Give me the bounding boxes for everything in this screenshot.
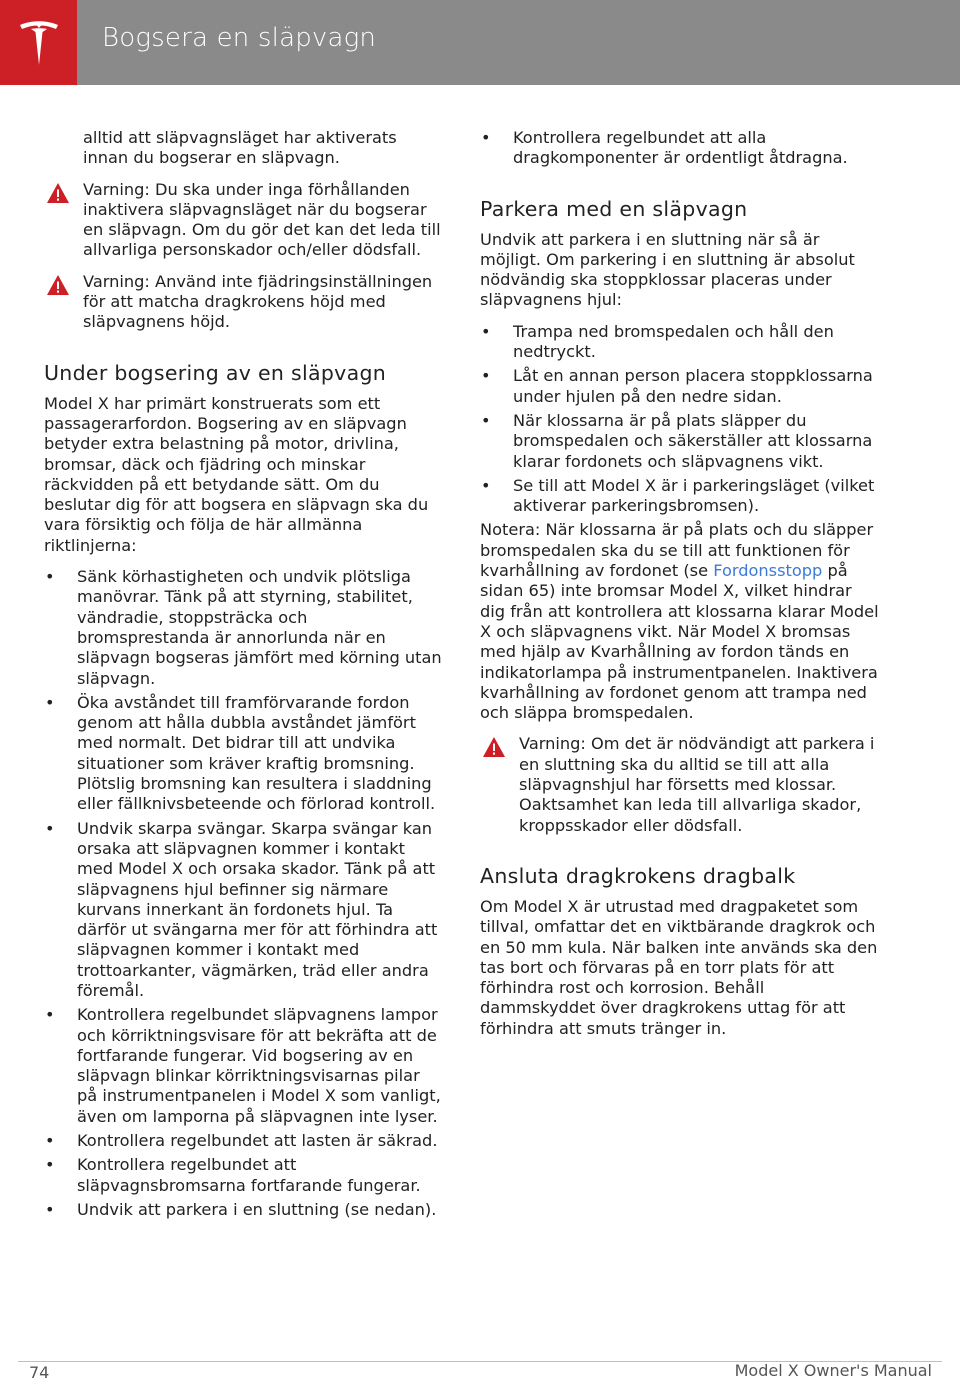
list-item: • Kontrollera regelbundet att släpvagnsbromsarna fortfarande fungerar. (44, 1155, 444, 1196)
page-title: Bogsera en släpvagn (102, 23, 377, 53)
section-paragraph: Om Model X är utrustad med dragpaketet som tillval, omfattar det en viktbärande dragkrok och en 50 mm kula. När balken inte används ska den tas bort och förvaras på en torr plats för att förhindra rost och korrosion. Behåll dammskyddet över dragkrokens uttag för att förhindra att smuts tränger in. (480, 896, 878, 1038)
warning-text: Varning: Använd inte fjädringsinställningen för att matcha dragkrokens höjd med släpvagnens höjd. (83, 271, 433, 332)
intro-text: alltid att släpvagnsläget har aktiverats innan du bogserar en släpvagn. (83, 128, 397, 168)
continued-list (480, 128, 880, 169)
warning-block (44, 272, 444, 333)
note-text: på sidan 65) inte bromsar Model X, vilket hindrar dig från att kontrollera att klossarna klarar Model X och släpvagnens vikt. När Model X bromsas med hjälp av Kvarhållning av fordon tänds en indikatorlampa på instrumentpanelen. Inaktivera kvarhållning av fordonet genom att trampa ned och släppa bromspedalen. (480, 561, 879, 723)
list-item: • Trampa ned bromspedalen och håll den nedtryckt. (480, 322, 880, 363)
right-column (480, 128, 880, 1050)
warning-icon (482, 736, 506, 758)
list-item: • Öka avståndet till framförvarande fordon genom att hålla dubbla avståndet jämfört med normalt. Det bidrar till att undvika situationer som kräver kraftig bromsning. Plötslig bromsning kan resultera i sladdning eller fällknivsbeteende och förlorad kontroll. (44, 693, 444, 815)
section-paragraph: Undvik att parkera i en sluttning när så är möjligt. Om parkering i en sluttning är absolut nödvändig ska stoppklossar placeras under släpvagnens hjul: (480, 229, 855, 310)
left-column (44, 128, 444, 1224)
fordonsstopp-link[interactable]: Fordonsstopp (713, 561, 823, 581)
list-item: • Kontrollera regelbundet släpvagnens lampor och körriktningsvisare för att bekräfta att de fortfarande fungerar. Vid bogsering av en släpvagn blinkar körriktningsvisarnas pilar på instrumentpanelen i Model X som vanligt, även om lamporna på släpvagnen inte lyser. (44, 1005, 444, 1127)
note-text: Notera: När klossarna är på plats och du släpper bromspedalen ska du se till att funktionen för kvarhållning av fordonet (se (480, 520, 874, 581)
list-item: • Sänk körhastigheten och undvik plötsliga manövrar. Tänk på att styrning, stabilitet, vändradie, stoppsträcka och bromsprestanda är annorlunda när en släpvagn bogseras jämfört med körning utan släpvagn. (44, 567, 444, 689)
page-number: 74 (29, 1363, 50, 1382)
page-header (0, 0, 960, 85)
manual-title: Model X Owner's Manual (734, 1361, 932, 1380)
section-heading: Parkera med en släpvagn (480, 196, 748, 221)
list-item: • Se till att Model X är i parkeringsläget (vilket aktiverar parkeringsbromsen). (480, 476, 880, 517)
list-item: • Kontrollera regelbundet att lasten är säkrad. (44, 1131, 444, 1151)
warning-block (480, 734, 880, 835)
list-item: • När klossarna är på plats släpper du bromspedalen och säkerställer att klossarna klarar fordonets och släpvagnens vikt. (480, 411, 880, 472)
section-paragraph: Model X har primärt konstruerats som ett passagerarfordon. Bogsering av en släpvagn betyder extra belastning på motor, drivlina, bromsar, däck och fjädring och minskar räckvidden på ett betydande sätt. Om du beslutar dig för att bogsera en släpvagn ska du vara försiktig och följa de här allmänna riktlinjerna: (44, 393, 429, 555)
warning-icon (46, 274, 70, 296)
warning-icon (46, 182, 70, 204)
note-paragraph (480, 520, 880, 723)
tesla-logo (0, 0, 77, 85)
parking-steps-list (480, 322, 880, 517)
warning-text: Varning: Om det är nödvändigt att parkera i en sluttning ska du alltid se till att alla släpvagnshjul har försetts med klossar. Oaktsamhet kan leda till allvarliga skador, kroppsskador eller dödsfall. (519, 734, 875, 835)
section-heading: Under bogsering av en släpvagn (44, 360, 387, 385)
warning-text: Varning: Du ska under inga förhållanden inaktivera släpvagnsläget när du bogserar en släpvagn. Om du gör det kan det leda till allvarliga personskador och/eller dödsfall. (83, 179, 441, 260)
list-item: • Låt en annan person placera stoppklossarna under hjulen på den nedre sidan. (480, 366, 880, 407)
tesla-logo-icon (17, 20, 61, 66)
warning-block (44, 180, 444, 261)
list-item: • Undvik att parkera i en sluttning (se nedan). (44, 1200, 444, 1220)
list-item: • Kontrollera regelbundet att alla dragkomponenter är ordentligt åtdragna. (480, 128, 880, 169)
list-item: • Undvik skarpa svängar. Skarpa svängar kan orsaka att släpvagnen kommer i kontakt med Model X och orsaka skador. Tänk på att släpvagnens hjul befinner sig närmare kurvans innerkant än fordonets hjul. Ta därför ut svängarna mer för att förhindra att släpvagnen kommer i kontakt med trottoarkanter, vägmärken, träd eller andra föremål. (44, 819, 444, 1002)
guideline-list (44, 567, 444, 1220)
section-heading: Ansluta dragkrokens dragbalk (480, 863, 796, 888)
